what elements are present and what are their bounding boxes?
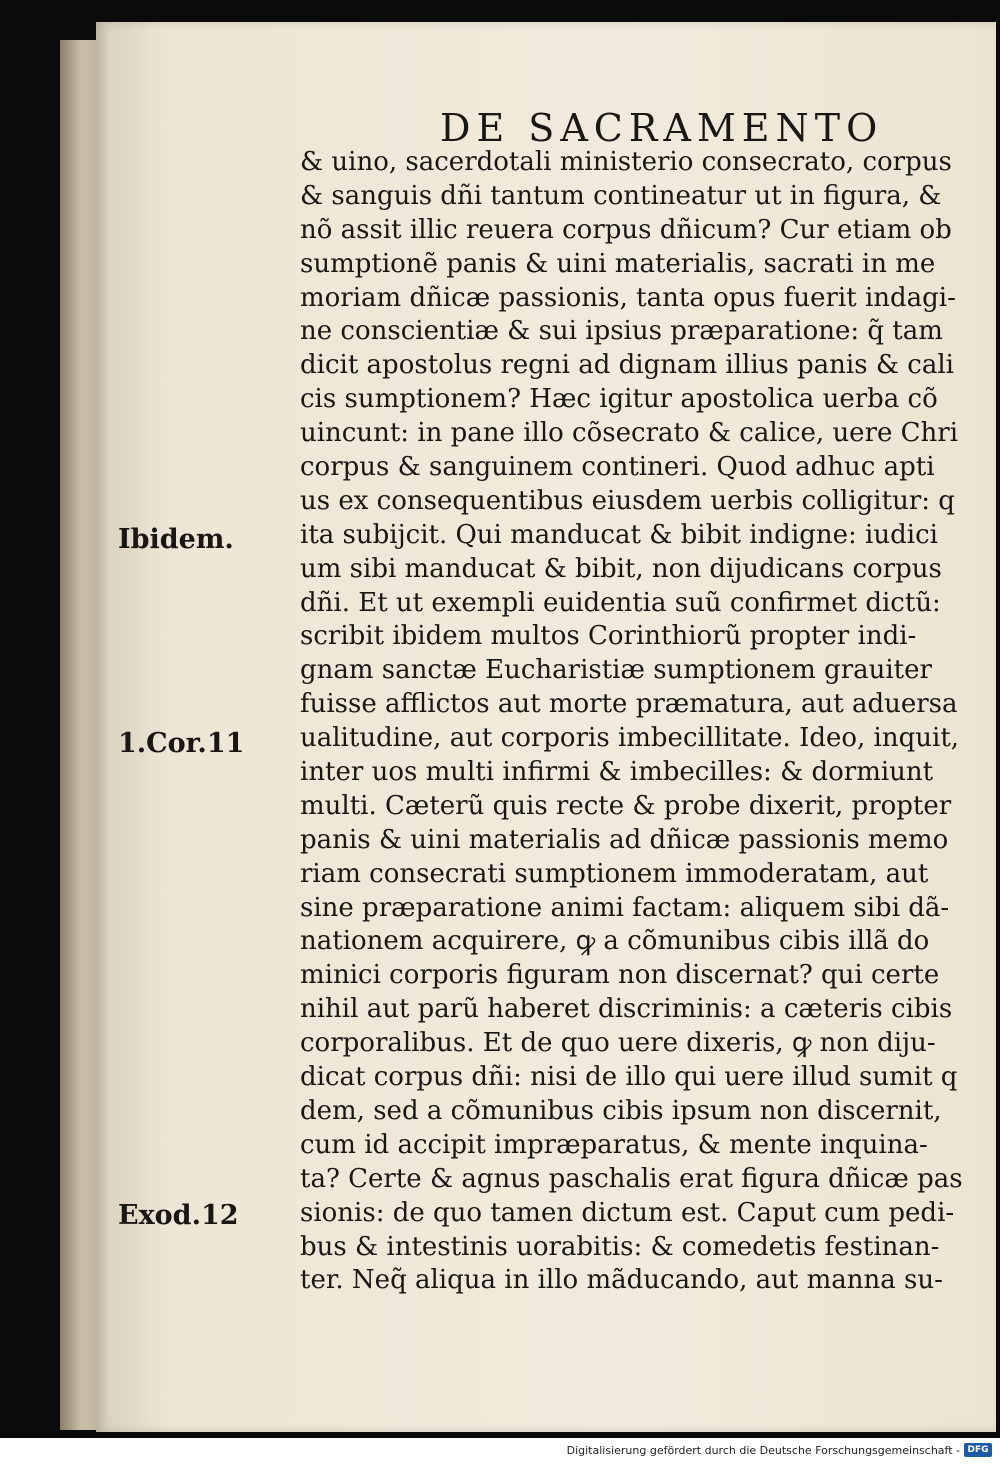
- text-line: ter. Neq̃ aliqua in illo mãducando, aut manna su-: [300, 1265, 943, 1296]
- body-text: [300, 146, 990, 1298]
- text-line: nationem acquirere, ꝙ a cõmunibus cibis illã do: [300, 926, 930, 957]
- text-line: riam consecrati sumptionem immoderatam, aut: [300, 858, 929, 889]
- text-line: inter uos multi infirmi & imbecilles: & dormiunt: [300, 757, 934, 788]
- text-line: dicat corpus dñi: nisi de illo qui uere illud sumit q: [300, 1062, 958, 1093]
- text-line: cum id accipit impræparatus, & mente inquina-: [300, 1129, 928, 1160]
- marginal-note-ibidem: Ibidem.: [118, 524, 234, 555]
- text-line: scribit ibidem multos Corinthiorũ propter indi-: [300, 621, 917, 652]
- text-line: ualitudine, aut corporis imbecillitate. Ideo, inquit,: [300, 723, 960, 754]
- text-line: dñi. Et ut exempli euidentia suũ confirmet dictũ:: [300, 587, 941, 618]
- text-line: ita subijcit. Qui manducat & bibit indigne: iudici: [300, 519, 938, 550]
- text-line: sine præparatione animi factam: aliquem sibi dã-: [300, 892, 950, 923]
- text-line: fuisse afflictos aut morte præmatura, aut aduersa: [300, 689, 958, 720]
- text-line: ta? Certe & agnus paschalis erat figura dñicæ pas: [300, 1163, 963, 1194]
- text-line: minici corporis figuram non discernat? qui certe: [300, 960, 940, 991]
- text-line: cis sumptionem? Hæc igitur apostolica uerba cõ: [300, 384, 938, 415]
- text-line: & uino, sacerdotali ministerio consecrato, corpus: [300, 147, 952, 177]
- text-line: & sanguis dñi tantum contineatur ut in figura, &: [300, 180, 942, 211]
- text-line: panis & uini materialis ad dñicæ passionis memo: [300, 824, 949, 855]
- text-line: dicit apostolus regni ad dignam illius panis & cali: [300, 350, 954, 381]
- text-line: dem, sed a cõmunibus cibis ipsum non discernit,: [300, 1095, 942, 1126]
- running-head: DE SACRAMENTO: [440, 106, 884, 150]
- text-line: corpus & sanguinem contineri. Quod adhuc apti: [300, 452, 935, 483]
- text-line: moriam dñicæ passionis, tanta opus fuerit indagi-: [300, 282, 956, 313]
- text-line: bus & intestinis uorabitis: & comedetis festinan-: [300, 1231, 940, 1262]
- text-line: multi. Cæterũ quis recte & probe dixerit, propter: [300, 790, 952, 821]
- footer: [0, 1438, 1000, 1464]
- marginal-note-exod-12: Exod.12: [118, 1200, 239, 1231]
- funding-credit: Digitalisierung gefördert durch die Deutsche Forschungsgemeinschaft -: [566, 1444, 960, 1457]
- text-line: us ex consequentibus eiusdem uerbis colligitur: q: [300, 485, 955, 516]
- text-line: nõ assit illic reuera corpus dñicum? Cur etiam ob: [300, 214, 952, 245]
- text-line: um sibi manducat & bibit, non dijudicans corpus: [300, 553, 942, 584]
- text-line: nihil aut parũ haberet discriminis: a cæteris cibis: [300, 994, 953, 1025]
- text-line: corporalibus. Et de quo uere dixeris, ꝙ non diju-: [300, 1028, 936, 1059]
- text-line: sionis: de quo tamen dictum est. Caput cum pedi-: [300, 1197, 955, 1228]
- dfg-logo: DFG: [964, 1443, 992, 1457]
- marginal-note-1-cor-11: 1.Cor.11: [118, 728, 245, 759]
- text-line: uincunt: in pane illo cõsecrato & calice, uere Chri: [300, 418, 959, 449]
- text-line: ne conscientiæ & sui ipsius præparatione: q̃ tam: [300, 316, 943, 347]
- text-line: gnam sanctæ Eucharistiæ sumptionem grauiter: [300, 655, 932, 686]
- text-line: sumptionẽ panis & uini materialis, sacrati in me: [300, 248, 936, 279]
